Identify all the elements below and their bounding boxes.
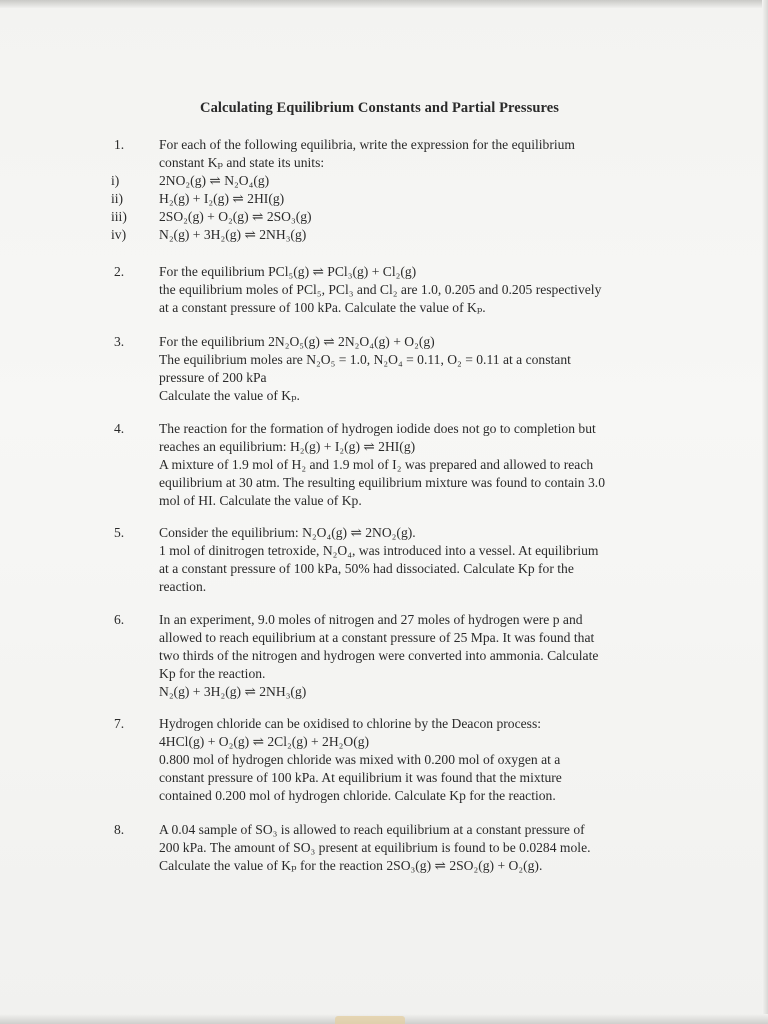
equation: 4HCl(g) + O₂(g) ⇌ 2Cl₂(g) + 2H₂O(g) [159, 734, 370, 749]
question-line: 0.800 mol of hydrogen chloride was mixed with 0.200 mol of oxygen at a [159, 752, 561, 767]
equation: H₂(g) + I₂(g) ⇌ 2HI(g) [159, 191, 285, 206]
question-body [159, 524, 659, 596]
question-line: mol of HI. Calculate the value of Kp. [159, 493, 362, 508]
equation: 2NO₂(g) ⇌ N₂O₄(g) [159, 173, 270, 188]
question-line: at a constant pressure of 100 kPa. Calculate the value of Kₚ. [159, 300, 486, 315]
question-number: 1. [114, 137, 125, 152]
sub-question-iv [111, 226, 659, 244]
question-line: 1 mol of dinitrogen tetroxide, N₂O₄, was introduced into a vessel. At equilibrium [159, 543, 599, 558]
sub-question-ii [111, 190, 659, 208]
question-body [159, 333, 659, 405]
question-line: A mixture of 1.9 mol of H₂ and 1.9 mol of I₂ was prepared and allowed to reach [159, 457, 594, 472]
question-body [159, 420, 659, 510]
question-line: 200 kPa. The amount of SO₃ present at equilibrium is found to be 0.0284 mole. [159, 840, 591, 855]
question-line: Calculate the value of Kₚ. [159, 388, 300, 403]
question-number: 3. [114, 334, 125, 349]
sub-question-iii [111, 208, 659, 226]
question-line: pressure of 200 kPa [159, 370, 267, 385]
clip-tab [335, 1016, 405, 1024]
question-line: allowed to reach equilibrium at a constant pressure of 25 Mpa. It was found that [159, 630, 595, 645]
question-line: Kp for the reaction. [159, 666, 266, 681]
question-number: 4. [114, 421, 125, 436]
sub-question-i [111, 172, 659, 190]
equation: 2SO₂(g) + O₂(g) ⇌ 2SO₃(g) [159, 209, 312, 224]
question-number: 6. [114, 612, 125, 627]
question-line: contained 0.200 mol of hydrogen chloride. Calculate Kp for the reaction. [159, 788, 556, 803]
question-line: For the equilibrium 2N₂O₅(g) ⇌ 2N₂O₄(g) + O₂(g) [159, 334, 435, 349]
question-line: In an experiment, 9.0 moles of nitrogen and 27 moles of hydrogen were p and [159, 612, 583, 627]
question-line: constant pressure of 100 kPa. At equilibrium it was found that the mixture [159, 770, 562, 785]
question-number: 5. [114, 525, 125, 540]
question-line: For each of the following equilibria, write the expression for the equilibrium [159, 137, 576, 152]
question-number: 7. [114, 716, 125, 731]
question-line: Consider the equilibrium: N₂O₄(g) ⇌ 2NO₂(g). [159, 525, 416, 540]
question-line: For the equilibrium PCl₅(g) ⇌ PCl₃(g) + Cl₂(g) [159, 264, 417, 279]
sub-question-label: i) [111, 173, 120, 188]
question-line: equilibrium at 30 atm. The resulting equilibrium mixture was found to contain 3.0 [159, 475, 605, 490]
equation: N₂(g) + 3H₂(g) ⇌ 2NH₃(g) [159, 227, 307, 242]
question-line: reaches an equilibrium: H₂(g) + I₂(g) ⇌ 2HI(g) [159, 439, 416, 454]
question-line: A 0.04 sample of SO₃ is allowed to reach equilibrium at a constant pressure of [159, 822, 585, 837]
page-title: Calculating Equilibrium Constants and Partial Pressures [200, 100, 560, 116]
question-body [159, 611, 659, 701]
question-line: at a constant pressure of 100 kPa, 50% had dissociated. Calculate Kp for the [159, 561, 574, 576]
question-line: The reaction for the formation of hydrogen iodide does not go to completion but [159, 421, 596, 436]
sub-question-label: ii) [111, 191, 124, 206]
question-line: reaction. [159, 579, 207, 594]
page-right-shadow [762, 0, 768, 1024]
question-number: 8. [114, 822, 125, 837]
question-body [111, 136, 659, 244]
equation: N₂(g) + 3H₂(g) ⇌ 2NH₃(g) [159, 684, 307, 699]
question-line: Hydrogen chloride can be oxidised to chlorine by the Deacon process: [159, 716, 542, 731]
sub-question-label: iii) [111, 209, 127, 224]
question-body [159, 821, 659, 875]
question-body [159, 715, 659, 805]
question-body [159, 263, 659, 317]
page-top-edge [0, 0, 768, 8]
question-number: 2. [114, 264, 125, 279]
question-line: constant Kₚ and state its units: [159, 155, 325, 170]
question-line: two thirds of the nitrogen and hydrogen were converted into ammonia. Calculate [159, 648, 599, 663]
sub-question-label: iv) [111, 227, 127, 242]
question-line: Calculate the value of Kₚ for the reaction 2SO₃(g) ⇌ 2SO₂(g) + O₂(g). [159, 858, 543, 873]
question-line: the equilibrium moles of PCl₅, PCl₃ and Cl₂ are 1.0, 0.205 and 0.205 respectively [159, 282, 602, 297]
question-line: The equilibrium moles are N₂O₅ = 1.0, N₂O₄ = 0.11, O₂ = 0.11 at a constant [159, 352, 571, 367]
